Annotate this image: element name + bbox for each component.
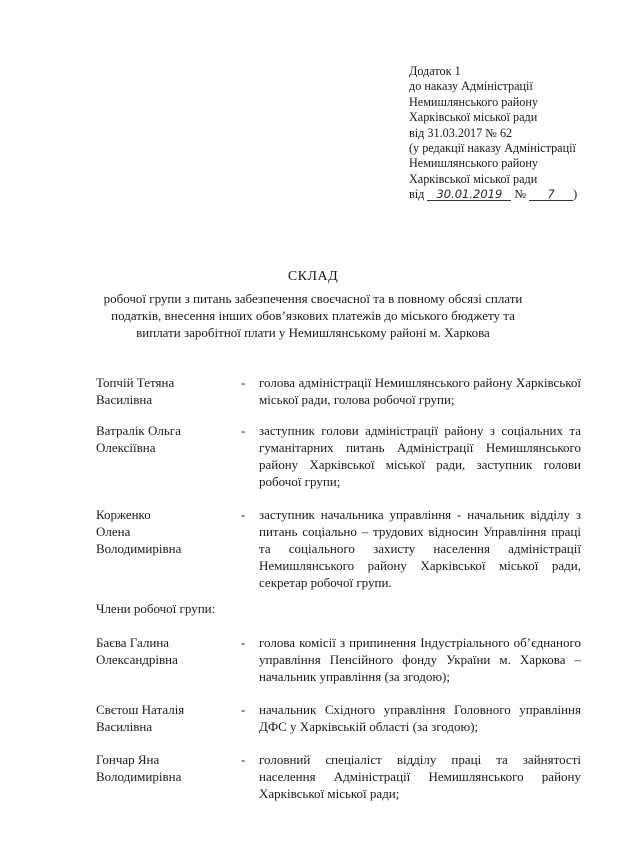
appendix-line: (у редакції наказу Адміністрації [409,141,576,156]
dash-separator: - [241,702,246,717]
appendix-line: Немишлянського району [409,156,538,171]
appendix-block [409,64,619,203]
number-prefix: № [514,187,527,202]
name-line: Василівна [96,392,153,407]
appendix-line: від 31.03.2017 № 62 [409,125,513,140]
appendix-line: Додаток 1 [409,64,461,78]
title-line: робочої групи з питань забезпечення своєчасної та в повному обсязі сплати [103,291,523,306]
name-line: Олена [96,524,131,539]
document-title [0,269,626,341]
dash-separator: - [241,752,246,767]
closing-paren: ) [573,187,578,202]
handwritten-number-field [529,188,573,201]
name-line: Топчій Тетяна [96,375,175,390]
person-name [96,751,236,785]
title-line: виплати заробітної плати у Немишлянському районі м. Харкова [136,325,490,340]
dash-separator: - [241,423,246,438]
name-line: Свєтош Наталія [96,702,185,717]
name-line: Ватралік Ольга [96,423,181,438]
from-prefix: від [409,187,425,202]
dash-separator: - [241,375,246,390]
name-line: Володимирівна [96,541,182,556]
appendix-line: Харківської міської ради [409,110,538,125]
appendix-date-line [409,187,619,202]
person-name [96,422,236,456]
person-role: голова адміністрації Немишлянського району Харківської міської ради, голова робочої групи; [259,375,581,407]
title-heading: СКЛАД [287,269,339,284]
handwritten-date-field [427,188,511,201]
person-name [96,506,236,557]
person-role: голова комісії з припинення Індустріального об’єднаного управління Пенсійного фонду України м. Харкова – начальник управління (за згодою); [259,635,581,684]
name-line: Гончар Яна [96,752,160,767]
person-role: заступник голови адміністрації району з соціальних та гуманітарних питань Адміністрації Немишлянського району Харківської міської ради, заступник голови робочої групи; [259,423,581,489]
handwritten-number: 7 [547,187,555,202]
person-name [96,634,236,668]
person-role: начальник Східного управління Головного управління ДФС у Харківській області (за згодою); [259,702,581,734]
name-line: Василівна [96,719,153,734]
members-heading: Члени робочої групи: [96,601,216,616]
name-line: Олександрівна [96,652,178,667]
person-name [96,701,236,735]
dash-separator: - [241,507,246,522]
appendix-line: Харківської міської ради [409,171,538,186]
person-name [96,374,236,408]
appendix-line: Немишлянського району [409,94,538,109]
name-line: Баєва Галина [96,635,170,650]
appendix-line: до наказу Адміністрації [409,79,533,94]
name-line: Володимирівна [96,769,182,784]
name-line: Корженко [96,507,151,522]
name-line: Олексіївна [96,440,156,455]
person-role: головний спеціаліст відділу праці та зайнятості населення Адміністрації Немишлянського району Харківської міської ради; [259,752,581,801]
person-role: заступник начальника управління - начальник відділу з питань соціально – трудових відносин Управління праці та соціального захисту населення адміністрації Немишлянського району Харківської міської ради, секретар робочої групи. [259,507,581,590]
title-line: податків, внесення інших обов’язкових платежів до міського бюджету та [111,308,515,323]
handwritten-date: 30.01.2019 [436,187,503,202]
dash-separator: - [241,635,246,650]
